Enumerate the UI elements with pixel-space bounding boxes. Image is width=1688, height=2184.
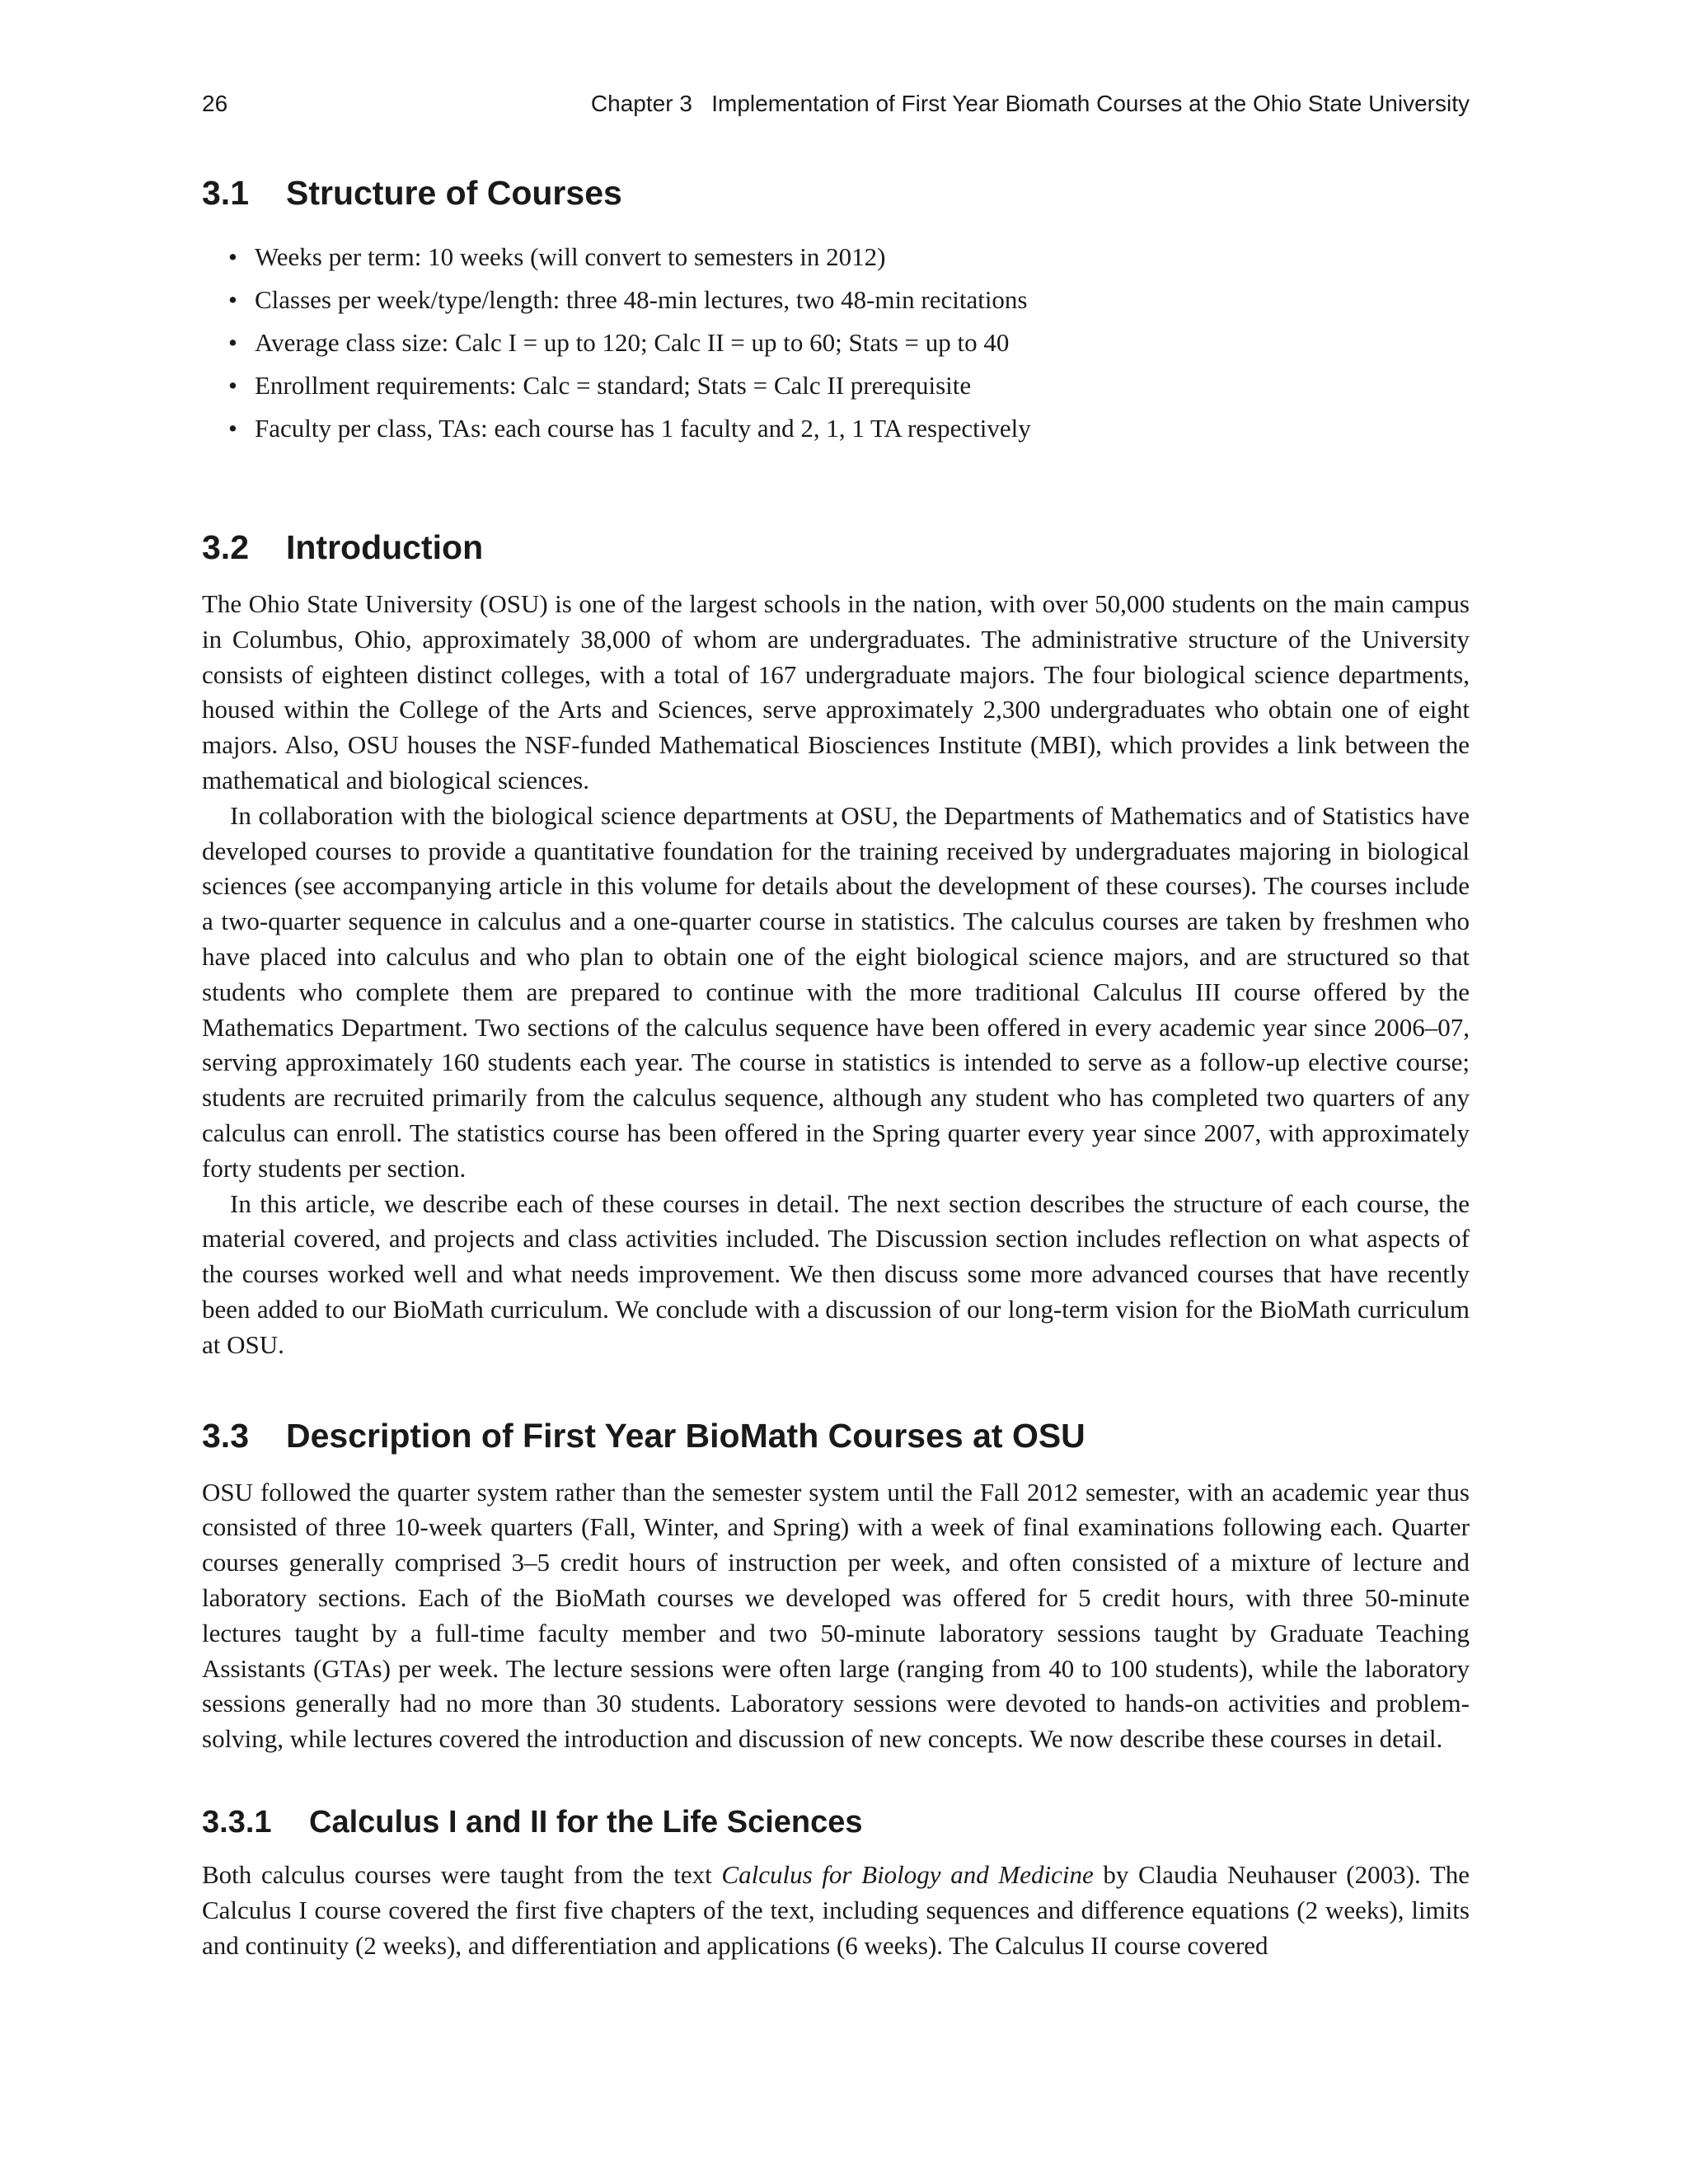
text-run: by Claudia Neuhauser (2003). The Calculus I course covered the first five chapters of the text, including sequences and difference equations (2 weeks), limits and continuity (2 weeks), and differentiation and applications (6 weeks). The Calculus II course covered [202,1859,1470,1960]
book-title: Calculus for Biology and Medicine [721,1859,1094,1889]
body-paragraph: In this article, we describe each of these courses in detail. The next section describes the structure of each course, the material covered, and projects and class activities included. The Discussion section includes reflection on what aspects of the courses worked well and what needs improvement. We then discuss some more advanced courses that have recently been added to our BioMath curriculum. We conclude with a discussion of our long-term vision for the BioMath curriculum at OSU. [202,1188,1470,1359]
subsection-calculus [202,1802,1470,1963]
section-description [202,1414,1470,1757]
body-paragraph [202,1858,1470,1963]
body-paragraph: In collaboration with the biological science departments at OSU, the Departments of Mathematics and of Statistics have developed courses to provide a quantitative foundation for the training received by undergraduates majoring in biological sciences (see accompanying article in this volume for details about the development of these courses). The courses include a two-quarter sequence in calculus and a one-quarter course in statistics. The calculus courses are taken by freshmen who have placed into calculus and who plan to obtain one of the eight biological science majors, and are structured so that students who complete them are prepared to continue with the more traditional Calculus III course offered by the Mathematics Department. Two sections of the calculus sequence have been offered in every academic year since 2006–07, serving approximately 160 students each year. The course in statistics is intended to serve as a follow-up elective course; students are recruited primarily from the calculus sequence, although any student who has completed two quarters of any calculus can enroll. The statistics course has been offered in the Spring quarter every year since 2007, with approximately forty students per section. [202,800,1470,1183]
subsection-number: 3.3.1 [202,1804,272,1840]
document-page [202,91,1470,1963]
page-number: 26 [202,91,228,116]
running-header [202,91,1470,124]
bullet-item: • Faculty per class, TAs: each course has 1 faculty and 2, 1, 1 TA respectively [228,407,1470,450]
chapter-title: Chapter 3 Implementation of First Year Biomath Courses at the Ohio State University [590,91,1470,116]
section-structure-of-courses [202,171,1470,450]
subsection-heading [202,1802,1470,1843]
section-title: Structure of Courses [286,174,622,212]
section-number: 3.2 [202,528,249,566]
body-paragraph: OSU followed the quarter system rather than the semester system until the Fall 2012 semester, with an academic year thus consisted of three 10-week quarters (Fall, Winter, and Spring) with a week of final examinations following each. Quarter courses generally comprised 3–5 credit hours of instruction per week, and often consisted of a mixture of lecture and laboratory sections. Each of the BioMath courses we developed was offered for 5 credit hours, with three 50-minute lectures taught by a full-time faculty member and two 50-minute laboratory sessions taught by Graduate Teaching Assistants (GTAs) per week. The lecture sessions were often large (ranging from 40 to 100 students), while the laboratory sessions generally had no more than 30 students. Laboratory sessions were devoted to hands-on activities and problem-solving, while lectures covered the introduction and discussion of new concepts. We now describe these courses in detail. [202,1477,1470,1754]
subsection-title: Calculus I and II for the Life Sciences [309,1804,863,1840]
section-title: Description of First Year BioMath Courses at OSU [286,1416,1085,1455]
section-heading [202,1414,1470,1457]
bullet-item: • Weeks per term: 10 weeks (will convert to semesters in 2012) [228,236,1470,279]
section-title: Introduction [286,528,484,566]
section-number: 3.3 [202,1416,249,1455]
bullet-item: • Enrollment requirements: Calc = standard; Stats = Calc II prerequisite [228,364,1470,407]
section-introduction [202,526,1470,1363]
body-paragraph: The Ohio State University (OSU) is one of the largest schools in the nation, with over 50,000 students on the main campus in Columbus, Ohio, approximately 38,000 of whom are undergraduates. The administrative structure of the University consists of eighteen distinct colleges, with a total of 167 undergraduate majors. The four biological science departments, housed within the College of the Arts and Sciences, serve approximately 2,300 undergraduates who obtain one of eight majors. Also, OSU houses the NSF-funded Mathematical Biosciences Institute (MBI), which provides a link between the mathematical and biological sciences. [202,589,1470,794]
text-run: Both calculus courses were taught from the text [202,1859,722,1889]
bullet-item: • Classes per week/type/length: three 48-min lectures, two 48-min recitations [228,279,1470,321]
bullet-list [202,236,1470,450]
section-heading [202,526,1470,569]
section-number: 3.1 [202,174,249,212]
section-heading [202,171,1470,214]
bullet-item: • Average class size: Calc I = up to 120; Calc II = up to 60; Stats = up to 40 [228,321,1470,364]
